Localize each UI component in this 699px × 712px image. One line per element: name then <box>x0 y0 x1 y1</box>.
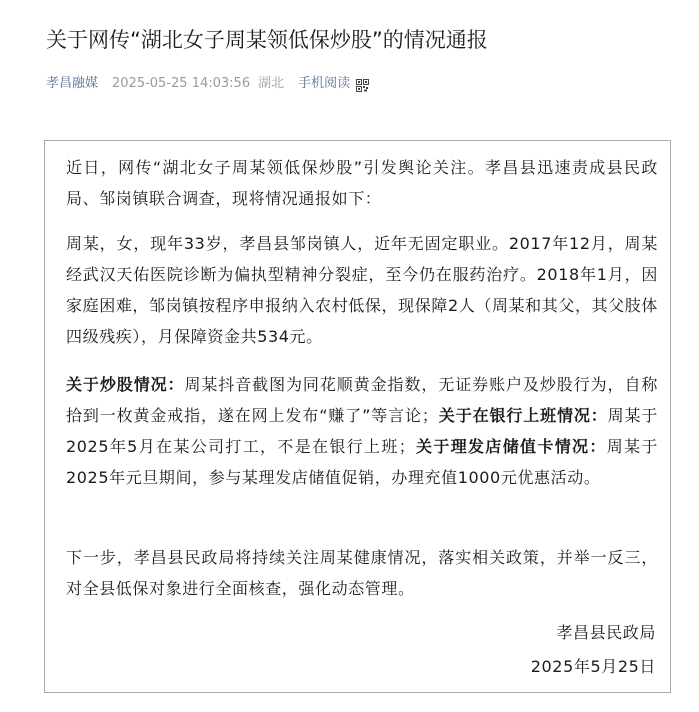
qr-code-icon[interactable] <box>356 78 369 91</box>
notice-background-paragraph: 周某，女，现年33岁，孝昌县邹岗镇人，近年无固定职业。2017年12月，周某经武汉天佑医院诊断为偏执型精神分裂症，至今仍在服药治疗。2018年1月，因家庭困难，邹岗镇按程序申报纳入农村低保，现保障2人（周某和其父，其父肢体四级残疾），月保障资金共534元。 <box>66 234 658 346</box>
article-meta <box>46 73 369 95</box>
notice-next-steps-paragraph: 下一步，孝昌县民政局将持续关注周某健康情况，落实相关政策，并举一反三，对全县低保对象进行全面核查，强化动态管理。 <box>66 548 658 598</box>
publish-time: 2025-05-25 14:03:56 <box>112 76 251 91</box>
stock-text: 周某抖音截图为同花顺黄金指数，无证券账户及炒股行为，自称拾到一枚黄金戒指，遂在网上发布“赚了”等言论； <box>66 375 658 425</box>
bank-text: 周某于2025年5月在某公司打工，不是在银行上班； <box>66 406 658 456</box>
region-label: 湖北 <box>258 76 285 91</box>
notice-findings-paragraph <box>66 369 658 493</box>
issue-date: 2025年5月25日 <box>530 657 656 676</box>
source-account-link[interactable]: 孝昌融媒 <box>46 76 99 91</box>
mobile-read-link[interactable]: 手机阅读 <box>298 76 351 91</box>
bank-heading: 关于在银行上班情况： <box>438 406 608 425</box>
notice-box <box>44 140 671 693</box>
issuer-name: 孝昌县民政局 <box>556 623 656 642</box>
card-text: 周某于2025年元旦期间，参与某理发店储值促销，办理充值1000元优惠活动。 <box>66 437 658 487</box>
notice-intro-paragraph: 近日，网传“湖北女子周某领低保炒股”引发舆论关注。孝昌县迅速责成县民政局、邹岗镇联合调查，现将情况通报如下： <box>66 158 658 208</box>
stock-heading: 关于炒股情况： <box>66 375 185 394</box>
article-title: 关于网传“湖北女子周某领低保炒股”的情况通报 <box>46 28 488 52</box>
card-heading: 关于理发店储值卡情况： <box>415 437 607 456</box>
